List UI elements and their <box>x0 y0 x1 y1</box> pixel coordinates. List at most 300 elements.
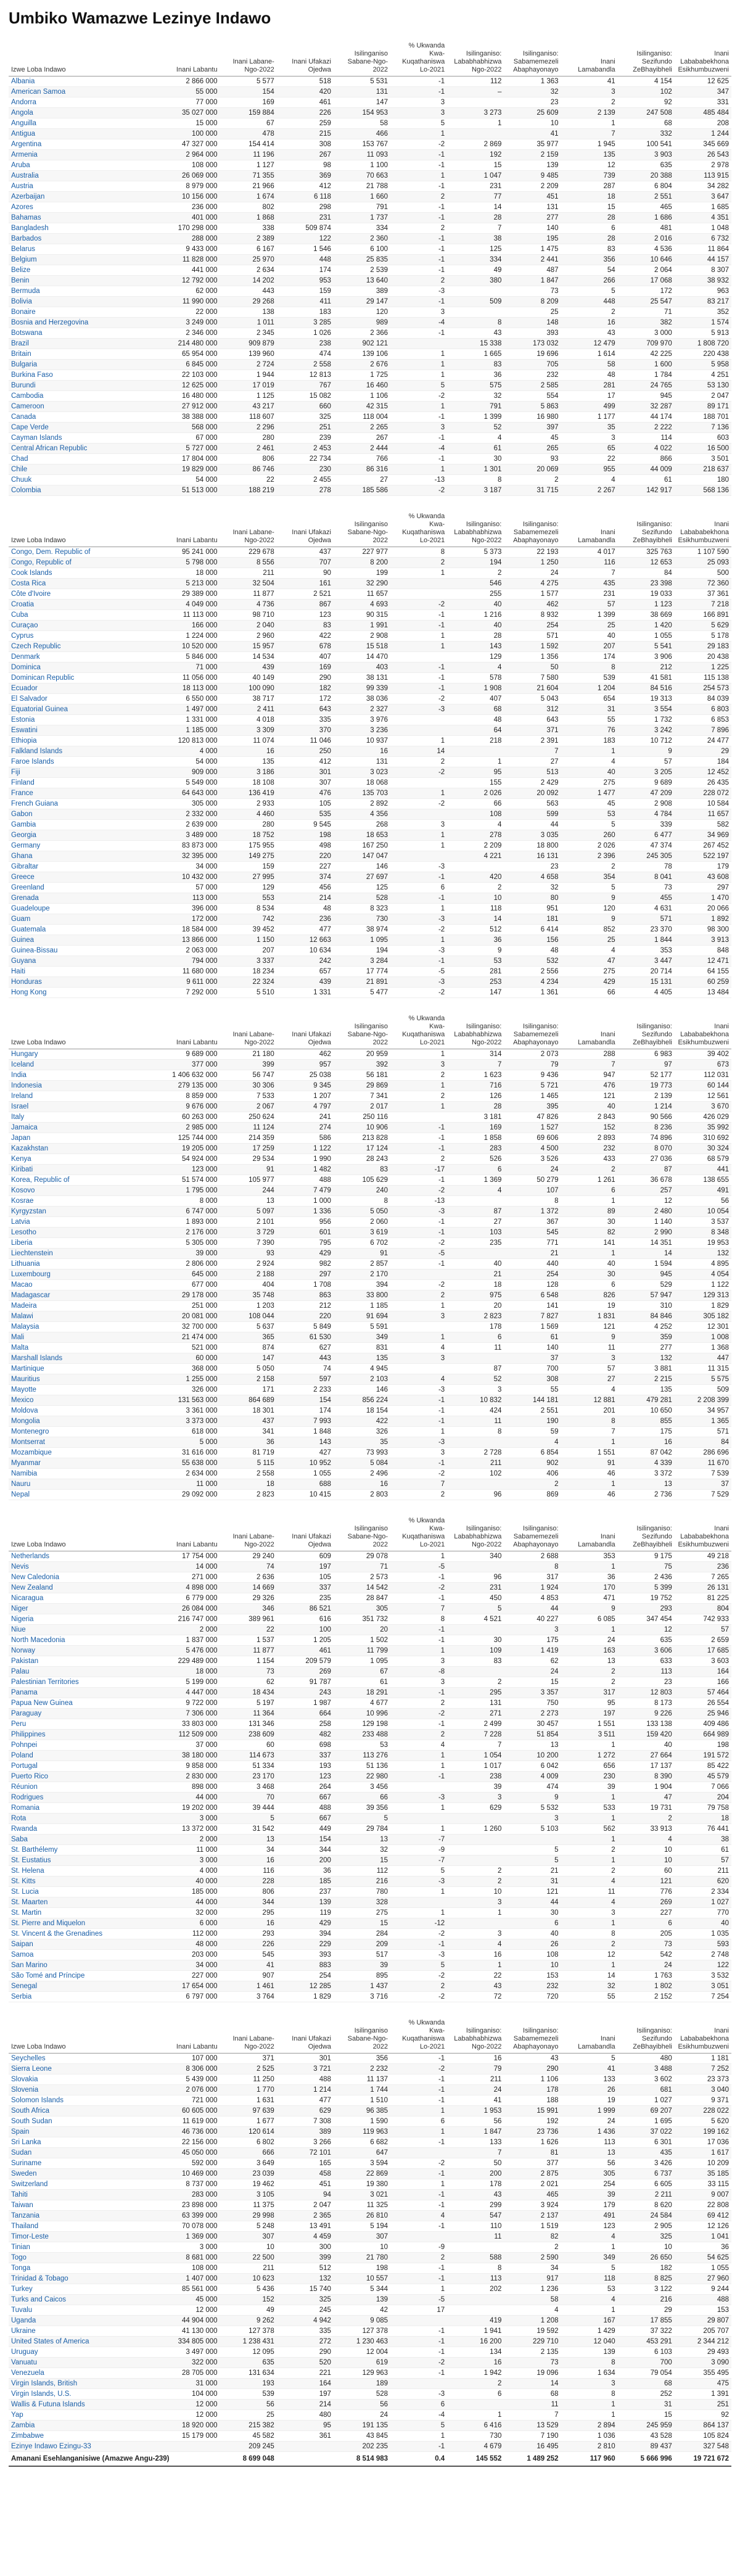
country-name-link[interactable]: Colombia <box>9 485 163 496</box>
country-name-link[interactable]: St. Barthélemy <box>9 1845 163 1856</box>
country-name-link[interactable]: Cayman Islands <box>9 433 163 444</box>
country-name-link[interactable]: St. Eustatius <box>9 1856 163 1866</box>
country-name-link[interactable]: Australia <box>9 171 163 181</box>
country-name-link[interactable]: Estonia <box>9 715 163 725</box>
table-row <box>9 2263 731 2274</box>
country-name-link[interactable]: Réunion <box>9 1782 163 1793</box>
table-cell: 9 433 000 <box>163 244 220 255</box>
country-name-link[interactable]: Pohnpei <box>9 1740 163 1751</box>
country-name-link[interactable]: Niger <box>9 1604 163 1614</box>
country-name-link[interactable]: Saipan <box>9 1939 163 1950</box>
country-name-link[interactable]: New Zealand <box>9 1583 163 1593</box>
country-name-link[interactable]: Guinea-Bissau <box>9 946 163 956</box>
country-name-link[interactable]: Palestinian Territories <box>9 1677 163 1688</box>
table-cell: 73 <box>504 2358 561 2368</box>
country-name-link[interactable]: Uruguay <box>9 2347 163 2358</box>
country-name-link[interactable]: Congo, Republic of <box>9 558 163 568</box>
table-cell: 399 <box>220 1060 277 1070</box>
table-cell: 267 <box>277 150 334 160</box>
table-cell: 1 725 <box>334 370 390 381</box>
country-name-link[interactable]: Luxembourg <box>9 1269 163 1280</box>
country-name-link[interactable]: Falkland Islands <box>9 746 163 757</box>
country-name-link[interactable]: Austria <box>9 181 163 192</box>
country-name-link[interactable]: Nevis <box>9 1562 163 1572</box>
country-name-link[interactable]: Denmark <box>9 652 163 663</box>
country-name-link[interactable]: Honduras <box>9 977 163 988</box>
country-name-link[interactable]: Namibia <box>9 1469 163 1479</box>
country-name-link[interactable]: Albania <box>9 76 163 87</box>
country-name-link[interactable]: Togo <box>9 2253 163 2263</box>
country-name-link[interactable]: Bosnia and Herzegovina <box>9 318 163 328</box>
country-name-link[interactable]: Martinique <box>9 1364 163 1374</box>
table-cell: 1 634 <box>561 2368 618 2379</box>
table-cell: 2 137 <box>504 2211 561 2221</box>
country-name-link[interactable]: Malaysia <box>9 1322 163 1332</box>
country-name-link[interactable]: Kosovo <box>9 1186 163 1196</box>
country-name-link[interactable]: St. Helena <box>9 1866 163 1876</box>
country-name-link[interactable]: Spain <box>9 2127 163 2137</box>
country-name-link[interactable]: Turks and Caicos <box>9 2295 163 2305</box>
country-name-link[interactable]: Haiti <box>9 967 163 977</box>
country-name-link[interactable]: El Salvador <box>9 694 163 704</box>
country-name-link[interactable]: Serbia <box>9 1992 163 2002</box>
country-name-link[interactable]: Nauru <box>9 1479 163 1490</box>
table-cell: 85 561 000 <box>163 2284 220 2295</box>
table-cell: 26 <box>504 1939 561 1950</box>
country-name-link[interactable]: Canada <box>9 412 163 423</box>
table-cell <box>390 652 447 663</box>
country-name-link[interactable]: Rodrigues <box>9 1793 163 1803</box>
table-cell: 3 373 000 <box>163 1416 220 1427</box>
country-name-link[interactable]: Kazakhstan <box>9 1144 163 1154</box>
country-name-link[interactable]: France <box>9 788 163 799</box>
table-cell: 325 <box>618 2232 675 2242</box>
country-name-link[interactable]: Virgin Islands, U.S. <box>9 2389 163 2400</box>
table-cell: 5 373 <box>447 547 504 558</box>
table-cell: -2 <box>390 925 447 935</box>
table-cell: 331 <box>675 97 731 108</box>
country-name-link[interactable]: Samoa <box>9 1950 163 1960</box>
table-cell: 75 <box>618 1562 675 1572</box>
country-name-link[interactable]: Chile <box>9 464 163 475</box>
country-name-link[interactable]: Palau <box>9 1667 163 1677</box>
country-name-link[interactable]: Sierra Leone <box>9 2064 163 2074</box>
country-name-link[interactable]: Puerto Rico <box>9 1772 163 1782</box>
country-name-link[interactable]: Belgium <box>9 255 163 265</box>
country-name-link[interactable]: Marshall Islands <box>9 1353 163 1364</box>
table-cell: 199 <box>334 568 390 579</box>
country-name-link[interactable]: Cook Islands <box>9 568 163 579</box>
table-cell: 863 <box>277 1290 334 1301</box>
country-name-link[interactable]: Kyrgyzstan <box>9 1207 163 1217</box>
table-cell: 3 372 <box>618 1469 675 1479</box>
table-cell: 20 081 000 <box>163 1311 220 1322</box>
country-name-link[interactable]: Georgia <box>9 830 163 841</box>
country-name-link[interactable]: Slovakia <box>9 2074 163 2085</box>
country-name-link[interactable]: Sweden <box>9 2169 163 2179</box>
country-name-link[interactable]: Montserrat <box>9 1437 163 1448</box>
country-name-link[interactable]: Tinian <box>9 2242 163 2253</box>
country-name-link[interactable]: Mexico <box>9 1395 163 1406</box>
country-name-link[interactable]: Cuba <box>9 610 163 621</box>
country-name-link[interactable]: Liechtenstein <box>9 1249 163 1259</box>
country-name-link[interactable]: Lesotho <box>9 1228 163 1238</box>
table-cell: 1 <box>447 118 504 129</box>
country-name-link[interactable]: Ethiopia <box>9 736 163 746</box>
table-cell: 18 <box>675 1814 731 1824</box>
country-name-link[interactable]: India <box>9 1070 163 1081</box>
country-name-link[interactable]: Chuuk <box>9 475 163 485</box>
country-name-link[interactable]: Senegal <box>9 1981 163 1992</box>
table-cell: 14 202 <box>220 276 277 286</box>
country-name-link[interactable]: Myanmar <box>9 1458 163 1469</box>
country-name-link[interactable]: Ecuador <box>9 683 163 694</box>
table-cell: 2 810 <box>561 2442 618 2452</box>
table-cell: 2 830 000 <box>163 1772 220 1782</box>
table-row <box>9 2127 731 2137</box>
total-row <box>9 2452 731 2467</box>
table-cell: 142 917 <box>618 485 675 496</box>
country-name-link[interactable]: Bermuda <box>9 286 163 297</box>
country-name-link[interactable]: Mauritius <box>9 1374 163 1385</box>
country-name-link[interactable]: Iceland <box>9 1060 163 1070</box>
country-name-link[interactable]: Burkina Faso <box>9 370 163 381</box>
table-cell <box>447 2400 504 2410</box>
country-name-link[interactable]: Montenegro <box>9 1427 163 1437</box>
country-name-link[interactable]: Curaçao <box>9 621 163 631</box>
country-name-link[interactable]: Hong Kong <box>9 988 163 998</box>
country-name-link[interactable]: South Africa <box>9 2106 163 2116</box>
table-cell: 17 019 <box>220 381 277 391</box>
country-name-link[interactable]: Lithuania <box>9 1259 163 1269</box>
table-cell: 135 703 <box>334 788 390 799</box>
country-name-link[interactable]: Malawi <box>9 1311 163 1322</box>
table-cell: 2 <box>390 1698 447 1709</box>
country-name-link[interactable]: Burundi <box>9 381 163 391</box>
country-name-link[interactable]: South Sudan <box>9 2116 163 2127</box>
country-name-link[interactable]: Fiji <box>9 767 163 778</box>
country-name-link[interactable]: St. Martin <box>9 1908 163 1918</box>
country-name-link[interactable]: Nicaragua <box>9 1593 163 1604</box>
table-row <box>9 2242 731 2253</box>
country-name-link[interactable]: Costa Rica <box>9 579 163 589</box>
country-name-link[interactable]: Botswana <box>9 328 163 339</box>
table-cell: -2 <box>390 1971 447 1981</box>
table-row <box>9 2137 731 2148</box>
country-name-link[interactable]: Macao <box>9 1280 163 1290</box>
country-name-link[interactable]: Tuvalu <box>9 2305 163 2316</box>
table-cell: 307 <box>220 2232 277 2242</box>
table-cell: 11 093 <box>334 150 390 160</box>
country-name-link[interactable]: Germany <box>9 841 163 851</box>
country-name-link[interactable]: Venezuela <box>9 2368 163 2379</box>
country-name-link[interactable]: St. Lucia <box>9 1887 163 1897</box>
country-name-link[interactable]: Seychelles <box>9 2054 163 2064</box>
country-name-link[interactable]: Niue <box>9 1625 163 1635</box>
table-cell: 47 209 <box>618 788 675 799</box>
country-name-link[interactable]: Indonesia <box>9 1081 163 1091</box>
country-name-link[interactable]: Netherlands <box>9 1551 163 1562</box>
country-name-link[interactable]: Suriname <box>9 2158 163 2169</box>
country-name-link[interactable]: Switzerland <box>9 2179 163 2190</box>
table-cell: 433 <box>561 1154 618 1165</box>
country-name-link[interactable]: Greece <box>9 872 163 883</box>
table-cell: -1 <box>390 2221 447 2232</box>
country-name-link[interactable]: Slovenia <box>9 2085 163 2095</box>
table-cell: 395 <box>504 1102 561 1112</box>
country-name-link[interactable]: Brazil <box>9 339 163 349</box>
country-name-link[interactable]: Britain <box>9 349 163 360</box>
table-cell: 3 266 <box>277 2137 334 2148</box>
country-name-link[interactable]: Finland <box>9 778 163 788</box>
country-name-link[interactable]: New Caledonia <box>9 1572 163 1583</box>
country-name-link[interactable]: Angola <box>9 108 163 118</box>
country-name-link[interactable]: Philippines <box>9 1730 163 1740</box>
table-cell: -1 <box>390 2054 447 2064</box>
table-cell: 10 557 <box>334 2274 390 2284</box>
country-name-link[interactable]: Solomon Islands <box>9 2095 163 2106</box>
country-name-link[interactable]: St. Kitts <box>9 1876 163 1887</box>
country-name-link[interactable]: St. Vincent & the Grenadines <box>9 1929 163 1939</box>
country-name-link[interactable]: Bangladesh <box>9 223 163 234</box>
country-name-link[interactable]: Timor-Leste <box>9 2232 163 2242</box>
country-name-link[interactable]: Cambodia <box>9 391 163 402</box>
country-name-link[interactable]: Rwanda <box>9 1824 163 1835</box>
country-name-link[interactable]: Congo, Dem. Republic of <box>9 547 163 558</box>
country-name-link[interactable]: Bolivia <box>9 297 163 307</box>
country-name-link[interactable]: Andorra <box>9 97 163 108</box>
table-cell: 68 <box>618 118 675 129</box>
country-name-link[interactable]: Guam <box>9 914 163 925</box>
table-cell: 1 372 <box>504 1207 561 1217</box>
table-row <box>9 485 731 496</box>
table-cell: 108 000 <box>163 160 220 171</box>
country-name-link[interactable]: Cape Verde <box>9 423 163 433</box>
country-name-link[interactable]: Azerbaijan <box>9 192 163 202</box>
country-name-link[interactable]: Korea, Republic of <box>9 1175 163 1186</box>
country-name-link[interactable]: Grenada <box>9 893 163 904</box>
table-cell: 307 <box>277 778 334 788</box>
country-name-link[interactable]: Belize <box>9 265 163 276</box>
table-cell: 635 <box>618 1635 675 1646</box>
country-name-link[interactable]: Barbados <box>9 234 163 244</box>
table-cell: 8 620 <box>618 2200 675 2211</box>
table-cell: 678 <box>277 642 334 652</box>
country-name-link[interactable]: Gabon <box>9 809 163 820</box>
country-name-link[interactable]: Liberia <box>9 1238 163 1249</box>
table-cell: 175 <box>618 1427 675 1437</box>
country-name-link[interactable]: Madagascar <box>9 1290 163 1301</box>
country-name-link[interactable]: Equatorial Guinea <box>9 704 163 715</box>
table-cell: 28 <box>447 213 504 223</box>
country-name-link[interactable]: Saba <box>9 1835 163 1845</box>
country-name-link[interactable]: Gibraltar <box>9 862 163 872</box>
country-name-link[interactable]: Bulgaria <box>9 360 163 370</box>
country-name-link[interactable]: Guatemala <box>9 925 163 935</box>
country-name-link[interactable]: United States of America <box>9 2337 163 2347</box>
country-name-link[interactable]: Côte d'Ivoire <box>9 589 163 600</box>
country-name-link[interactable]: Dominica <box>9 663 163 673</box>
country-name-link[interactable]: Nigeria <box>9 1614 163 1625</box>
table-cell: 1 055 <box>277 1469 334 1479</box>
table-cell: 2 <box>504 1479 561 1490</box>
country-name-link[interactable]: Wallis & Futuna Islands <box>9 2400 163 2410</box>
table-cell: 121 <box>618 1876 675 1887</box>
table-cell: 633 <box>618 1656 675 1667</box>
country-name-link[interactable]: American Samoa <box>9 87 163 97</box>
country-name-link[interactable]: Italy <box>9 1112 163 1123</box>
country-name-link[interactable]: Vanuatu <box>9 2358 163 2368</box>
table-cell: 1 686 <box>618 213 675 223</box>
country-name-link[interactable]: Croatia <box>9 600 163 610</box>
country-name-link[interactable]: Pakistan <box>9 1656 163 1667</box>
country-name-link[interactable]: Czech Republic <box>9 642 163 652</box>
country-name-link[interactable]: Norway <box>9 1646 163 1656</box>
country-name-link[interactable]: Madeira <box>9 1301 163 1311</box>
country-name-link[interactable]: São Tomé and Príncipe <box>9 1971 163 1981</box>
column-header: Inani Labababekhona Esikhumbuzweni <box>675 511 731 547</box>
table-cell: 1 519 <box>504 2221 561 2232</box>
country-name-link[interactable]: Trinidad & Tobago <box>9 2274 163 2284</box>
country-name-link[interactable]: Armenia <box>9 150 163 160</box>
country-name-link[interactable]: Kosrae <box>9 1196 163 1207</box>
country-name-link[interactable]: Anguilla <box>9 118 163 129</box>
table-cell: 153 <box>675 2305 731 2316</box>
country-name-link[interactable]: Bahamas <box>9 213 163 223</box>
table-cell: 231 <box>561 589 618 600</box>
country-name-link[interactable]: Zimbabwe <box>9 2431 163 2442</box>
country-name-link[interactable]: Yap <box>9 2410 163 2421</box>
table-cell: 90 566 <box>618 1112 675 1123</box>
country-name-link[interactable]: Antigua <box>9 129 163 139</box>
table-cell: 29 240 <box>220 1551 277 1562</box>
country-name-link[interactable]: Zambia <box>9 2421 163 2431</box>
table-cell: 660 <box>277 402 334 412</box>
country-name-link[interactable]: Benin <box>9 276 163 286</box>
country-name-link[interactable]: Argentina <box>9 139 163 150</box>
table-cell: 2 894 <box>561 2421 618 2431</box>
country-name-link[interactable]: Portugal <box>9 1761 163 1772</box>
country-name-link[interactable]: Thailand <box>9 2221 163 2232</box>
country-name-link[interactable]: Tonga <box>9 2263 163 2274</box>
table-cell: 5 575 <box>675 1374 731 1385</box>
country-name-link[interactable]: Ukraine <box>9 2326 163 2337</box>
country-name-link[interactable]: Malta <box>9 1343 163 1353</box>
country-name-link[interactable]: Moldova <box>9 1406 163 1416</box>
table-cell: 392 <box>334 1060 390 1070</box>
country-name-link[interactable]: St. Pierre and Miquelon <box>9 1918 163 1929</box>
country-name-link[interactable]: Aruba <box>9 160 163 171</box>
country-name-link[interactable]: Ghana <box>9 851 163 862</box>
country-name-link[interactable]: Japan <box>9 1133 163 1144</box>
table-cell: 32 504 <box>220 579 277 589</box>
country-name-link[interactable]: Ireland <box>9 1091 163 1102</box>
table-cell: 269 <box>618 1897 675 1908</box>
column-header: % Ukwanda Kwa-Kuqathaniswa Lo-2021 <box>390 1013 447 1049</box>
table-cell: 509 <box>675 1385 731 1395</box>
country-name-link[interactable]: Peru <box>9 1719 163 1730</box>
country-name-link[interactable]: French Guiana <box>9 799 163 809</box>
country-name-link[interactable]: Sri Lanka <box>9 2137 163 2148</box>
country-name-link[interactable]: North Macedonia <box>9 1635 163 1646</box>
country-name-link[interactable]: Paraguay <box>9 1709 163 1719</box>
table-cell: 443 <box>277 1353 334 1364</box>
country-name-link[interactable]: Kiribati <box>9 1165 163 1175</box>
country-name-link[interactable]: Bonaire <box>9 307 163 318</box>
table-cell: 5 591 <box>334 1322 390 1332</box>
country-name-link[interactable]: San Marino <box>9 1960 163 1971</box>
country-name-link[interactable]: Sudan <box>9 2148 163 2158</box>
country-name-link[interactable]: Mali <box>9 1332 163 1343</box>
country-name-link[interactable]: Guyana <box>9 956 163 967</box>
table-cell: -2 <box>390 1280 447 1290</box>
country-name-link[interactable]: Uganda <box>9 2316 163 2326</box>
country-name-link[interactable]: Hungary <box>9 1049 163 1060</box>
country-name-link[interactable]: Cyprus <box>9 631 163 642</box>
table-cell: 1 185 000 <box>163 725 220 736</box>
table-cell: 6 804 <box>618 181 675 192</box>
country-name-link[interactable]: Guinea <box>9 935 163 946</box>
table-cell: 131 <box>334 87 390 97</box>
country-name-link[interactable]: Tanzania <box>9 2211 163 2221</box>
table-cell: 1 <box>561 2400 618 2410</box>
country-name-link[interactable]: Eswatini <box>9 725 163 736</box>
table-cell: 29 998 <box>220 2211 277 2221</box>
country-name-link[interactable]: Ezinye Indawo Ezingu-33 <box>9 2442 163 2452</box>
country-name-link[interactable]: Panama <box>9 1688 163 1698</box>
country-name-link[interactable]: Poland <box>9 1751 163 1761</box>
country-name-link[interactable]: Tahiti <box>9 2190 163 2200</box>
country-name-link[interactable]: Rota <box>9 1814 163 1824</box>
country-name-link[interactable]: Faroe Islands <box>9 757 163 767</box>
table-cell: 340 <box>447 1551 504 1562</box>
country-name-link[interactable]: Papua New Guinea <box>9 1698 163 1709</box>
country-name-link[interactable]: Cameroon <box>9 402 163 412</box>
country-name-link[interactable]: Virgin Islands, British <box>9 2379 163 2389</box>
country-name-link[interactable]: Kenya <box>9 1154 163 1165</box>
country-name-link[interactable]: Mozambique <box>9 1448 163 1458</box>
table-cell: 448 <box>561 297 618 307</box>
table-row <box>9 977 731 988</box>
table-cell: 60 144 <box>675 1081 731 1091</box>
country-name-link[interactable]: St. Maarten <box>9 1897 163 1908</box>
table-row <box>9 1635 731 1646</box>
country-name-link[interactable]: Guadeloupe <box>9 904 163 914</box>
country-name-link[interactable]: Romania <box>9 1803 163 1814</box>
country-name-link[interactable]: Israel <box>9 1102 163 1112</box>
country-name-link[interactable]: Central African Republic <box>9 444 163 454</box>
country-name-link[interactable]: Gambia <box>9 820 163 830</box>
table-row <box>9 1490 731 1500</box>
column-header: Inani Lamabandla <box>561 1515 618 1551</box>
table-cell: 4 736 <box>220 600 277 610</box>
country-name-link[interactable]: Azores <box>9 202 163 213</box>
country-name-link[interactable]: Jamaica <box>9 1123 163 1133</box>
table-cell: 147 <box>334 97 390 108</box>
table-cell: 229 678 <box>220 547 277 558</box>
country-name-link[interactable]: Turkey <box>9 2284 163 2295</box>
country-name-link[interactable]: Chad <box>9 454 163 464</box>
country-name-link[interactable]: Latvia <box>9 1217 163 1228</box>
country-name-link[interactable]: Taiwan <box>9 2200 163 2211</box>
table-cell: 2 345 <box>220 328 277 339</box>
country-name-link[interactable]: Mayotte <box>9 1385 163 1395</box>
country-name-link[interactable]: Belarus <box>9 244 163 255</box>
country-name-link[interactable]: Nepal <box>9 1490 163 1500</box>
country-name-link[interactable]: Dominican Republic <box>9 673 163 683</box>
country-name-link[interactable]: Mongolia <box>9 1416 163 1427</box>
country-name-link[interactable]: Greenland <box>9 883 163 893</box>
